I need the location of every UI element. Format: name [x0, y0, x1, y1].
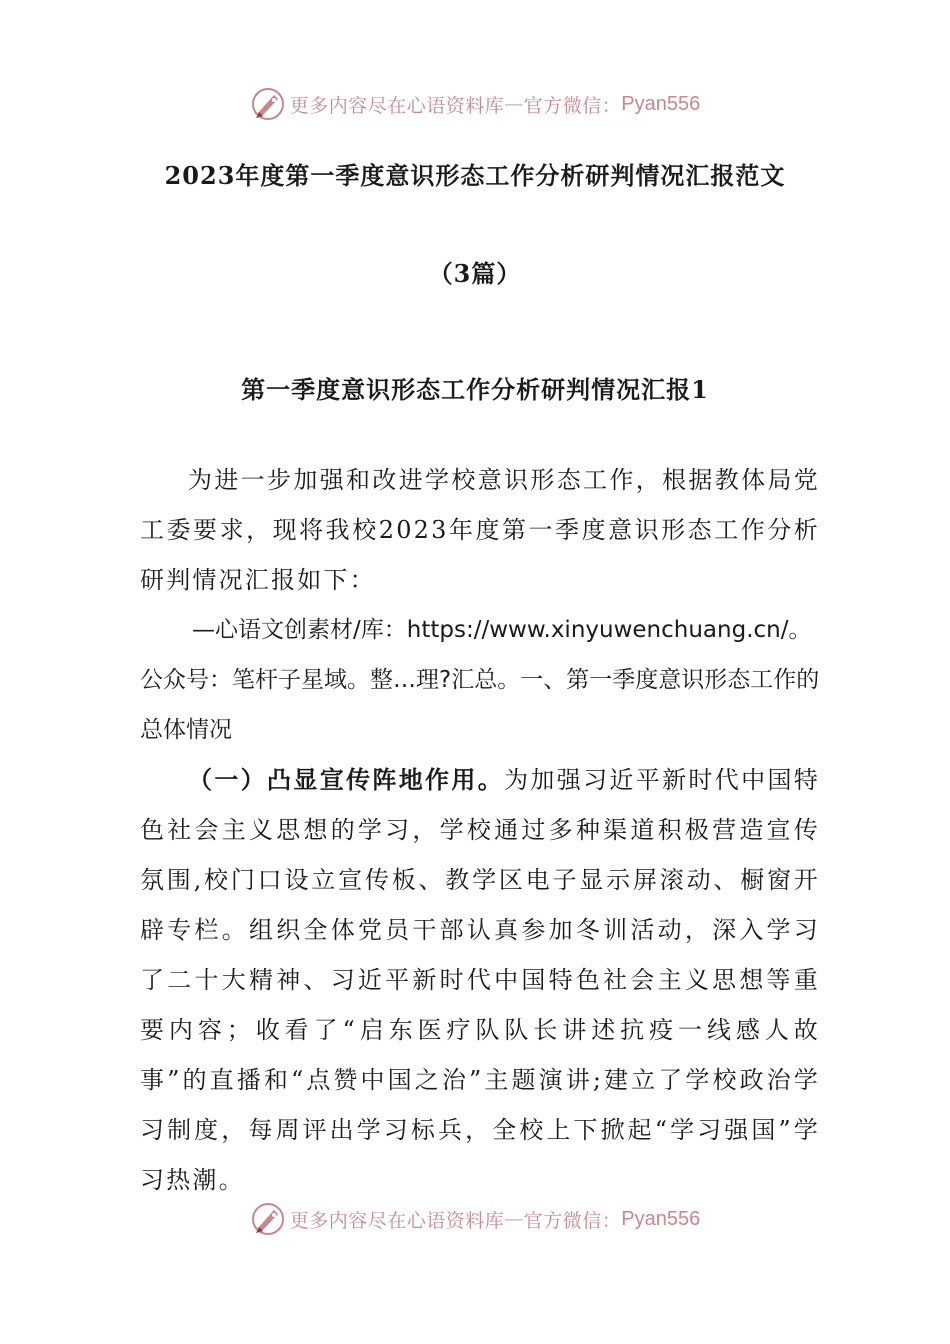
banner-label: 官方微信：	[523, 94, 622, 117]
banner-separator: —	[504, 1208, 524, 1230]
document-body	[140, 455, 820, 1205]
paragraph-1-body: 为加强习近平新时代中国特色社会主义思想的学习，学校通过多种渠道积极营造宣传氛围,校门口设立宣传板、教学区电子显示屏滚动、橱窗开辟专栏。组织全体党员干部认真参加冬训活动，深入学习了二十大精神、习近平新时代中国特色社会主义思想等重要内容；收看了“启东医疗队队长讲述抗疫一线感人故事”的直播和“点赞中国之治”主题演讲;建立了学校政治学习制度，每周评出学习标兵，全校上下掀起“学习强国”学习热潮。	[140, 766, 820, 1194]
banner-separator: —	[504, 93, 524, 115]
pen-logo-icon	[250, 86, 286, 122]
paragraph-1-lead: （一）凸显宣传阵地作用。	[188, 765, 505, 794]
document-title: 2023年度第一季度意识形态工作分析研判情况汇报范文	[164, 161, 786, 190]
banner-text: 更多内容尽在心语资料库	[289, 94, 505, 117]
banner-label: 官方微信：	[523, 1209, 622, 1232]
paragraph-1	[140, 755, 820, 1205]
banner-wechat-id: Pyan556	[621, 1207, 701, 1230]
pen-logo-icon	[250, 1201, 286, 1237]
source-note: —心语文创素材/库：https://www.xinyuwenchuang.cn/。公众号：笔杆子星域。整…理?汇总。一、第一季度意识形态工作的总体情况	[140, 617, 820, 743]
header-watermark-banner	[0, 84, 950, 124]
banner-text: 更多内容尽在心语资料库	[289, 1209, 505, 1232]
banner-wechat-id: Pyan556	[621, 92, 701, 115]
footer-watermark-banner	[0, 1199, 950, 1239]
intro-paragraph: 为进一步加强和改进学校意识形态工作，根据教体局党工委要求，现将我校2023年度第一季度意识形态工作分析研判情况汇报如下：	[140, 466, 820, 594]
document-count: （3篇）	[428, 259, 522, 288]
section-title: 第一季度意识形态工作分析研判情况汇报1	[241, 375, 709, 404]
